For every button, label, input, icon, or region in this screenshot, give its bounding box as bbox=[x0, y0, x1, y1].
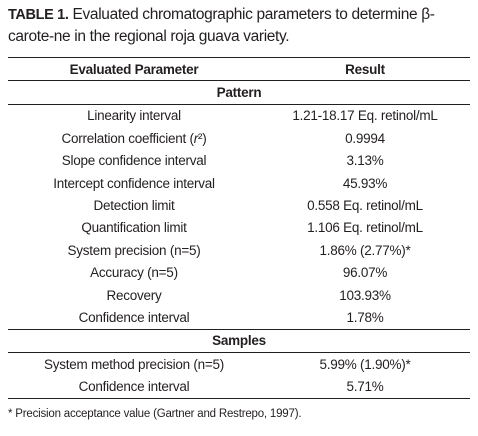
result-cell: 1.86% (2.77%)* bbox=[319, 242, 411, 258]
parameter-cell: Recovery bbox=[106, 287, 162, 303]
result-cell: 45.93% bbox=[342, 175, 388, 191]
header-row bbox=[8, 58, 470, 81]
section-header-row bbox=[8, 81, 470, 104]
table-row bbox=[8, 375, 470, 398]
parameter-cell: Confidence interval bbox=[78, 309, 190, 325]
table-row bbox=[8, 104, 470, 127]
parameter-cell: System method precision (n=5) bbox=[44, 356, 224, 372]
table-row bbox=[8, 217, 470, 239]
table-row bbox=[8, 284, 470, 306]
table-row bbox=[8, 306, 470, 329]
parameter-cell: Intercept confidence interval bbox=[53, 175, 215, 191]
result-cell: 5.71% bbox=[260, 375, 470, 398]
table-caption bbox=[8, 4, 470, 47]
section-header-row bbox=[8, 329, 470, 352]
parameter-cell: Linearity interval bbox=[87, 108, 181, 124]
parameter-cell: Correlation coefficient (r²) bbox=[61, 130, 207, 146]
section-title: Pattern bbox=[8, 81, 470, 104]
section-title: Samples bbox=[8, 329, 470, 352]
table-row bbox=[8, 262, 470, 284]
table-row bbox=[8, 150, 470, 172]
parameter-cell: Detection limit bbox=[93, 198, 175, 214]
table-label: TABLE 1. bbox=[8, 7, 69, 23]
parameter-cell: Confidence interval bbox=[8, 375, 260, 398]
result-cell: 1.106 Eq. retinol/mL bbox=[307, 220, 423, 236]
result-cell: 0.9994 bbox=[345, 130, 385, 146]
parameter-cell: System precision (n=5) bbox=[67, 242, 201, 258]
table-row bbox=[8, 239, 470, 261]
result-cell: 5.99% (1.90%)* bbox=[319, 356, 411, 372]
result-cell: 0.558 Eq. retinol/mL bbox=[307, 198, 423, 214]
column-header-result: Result bbox=[260, 58, 470, 81]
parameter-cell: Quantification limit bbox=[81, 220, 187, 236]
result-cell: 1.21-18.17 Eq. retinol/mL bbox=[292, 108, 438, 124]
result-cell: 103.93% bbox=[339, 287, 391, 303]
parameter-cell: Accuracy (n=5) bbox=[90, 265, 178, 281]
table-row bbox=[8, 353, 470, 376]
table-row bbox=[8, 194, 470, 216]
result-cell: 1.78% bbox=[346, 309, 384, 325]
result-cell: 3.13% bbox=[346, 153, 384, 169]
table-caption-text: Evaluated chromatographic parameters to determine β-carote-ne in the regional roja guava variety. bbox=[8, 6, 435, 45]
parameter-cell: Slope confidence interval bbox=[61, 153, 207, 169]
table-row bbox=[8, 172, 470, 194]
footnote: * Precision acceptance value (Gartner and Restrepo, 1997). bbox=[8, 408, 302, 420]
result-cell: 96.07% bbox=[342, 265, 388, 281]
table-row bbox=[8, 127, 470, 149]
parameters-table bbox=[8, 57, 470, 399]
table-body bbox=[8, 81, 470, 398]
column-header-parameter: Evaluated Parameter bbox=[8, 58, 260, 81]
